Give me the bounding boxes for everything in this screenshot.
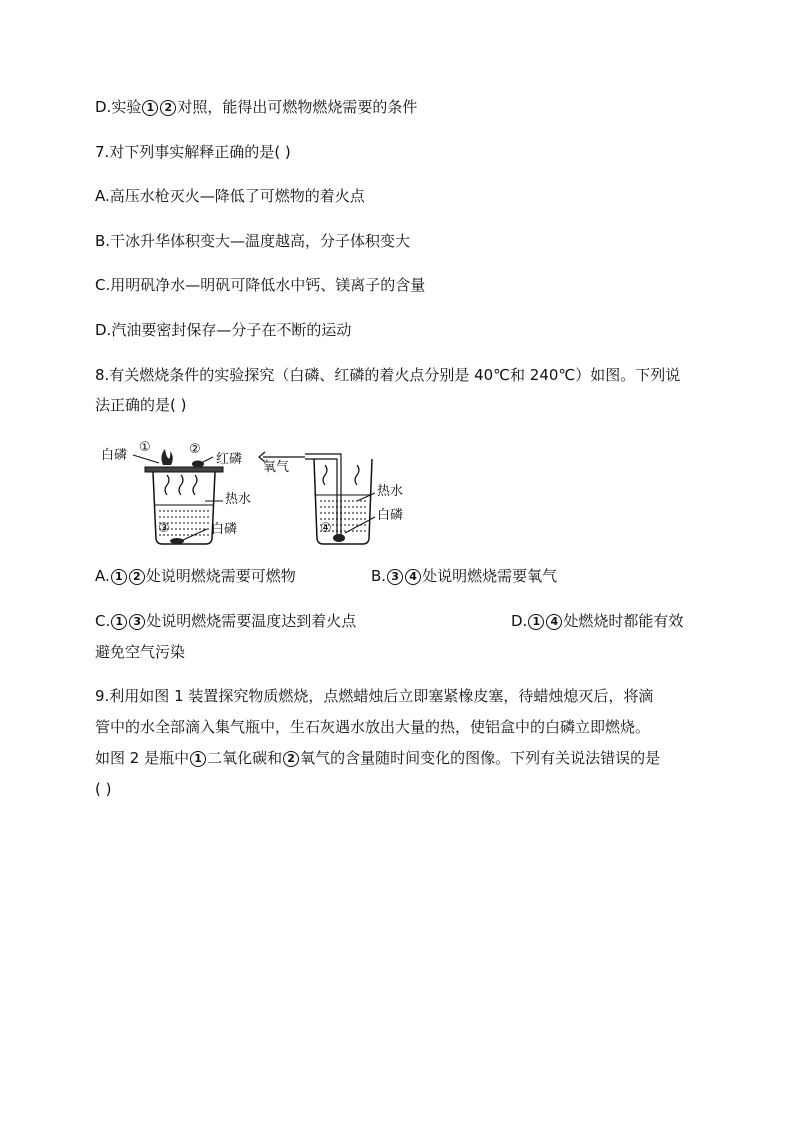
- q8-option-b-text: 处说明燃烧需要氧气: [422, 567, 558, 585]
- label-num4: ④: [320, 521, 332, 536]
- q7-stem: 7.对下列事实解释正确的是( ): [95, 143, 291, 161]
- q6-option-d: [95, 96, 417, 118]
- q8-stem-line1: 8.有关燃烧条件的实验探究（白磷、红磷的着火点分别是 40℃和 240℃）如图。下列说: [95, 366, 681, 384]
- circled-number: 1: [190, 751, 206, 767]
- q8-option-b-prefix: B.: [371, 567, 387, 585]
- q8-option-a: [95, 565, 296, 587]
- circled-number: 4: [405, 569, 421, 585]
- q8-stem-line2: 法正确的是( ): [95, 396, 187, 414]
- circled-number: 2: [129, 569, 145, 585]
- label-oxygen: 氧气: [263, 460, 290, 475]
- steam-icon: [165, 475, 197, 495]
- flame-icon: [161, 449, 172, 465]
- q6-option-d-text: 对照，能得出可燃物燃烧需要的条件: [177, 98, 418, 116]
- label-white-phosphorus-top: 白磷: [101, 448, 128, 463]
- q6-option-d-prefix: D.实验: [95, 98, 142, 116]
- circled-number: 1: [111, 569, 127, 585]
- label-white-phosphorus-bottom: 白磷: [211, 522, 238, 537]
- q8-option-a-prefix: A.: [95, 567, 110, 585]
- q9-line3-mid: 二氧化碳和: [207, 749, 283, 767]
- q8-option-d-text-line1: 处燃烧时都能有效: [563, 612, 684, 630]
- label-hot-water-left: 热水: [225, 492, 252, 507]
- q8-option-c-text: 处说明燃烧需要温度达到着火点: [146, 612, 357, 630]
- circled-number: 2: [283, 751, 299, 767]
- label-red-phosphorus: 红磷: [216, 452, 243, 467]
- q8-option-d-prefix: D.: [511, 612, 528, 630]
- q8-option-b: [371, 565, 557, 587]
- q9-line3-prefix: 如图 2 是瓶中: [95, 749, 190, 767]
- combustion-apparatus-diagram: [95, 437, 425, 552]
- left-beaker-apparatus: [101, 440, 251, 544]
- white-phosphorus-bottom-lump: [170, 538, 184, 544]
- label-num3: ③: [158, 521, 170, 536]
- label-hot-water-right: 热水: [377, 484, 404, 499]
- q7-option-b: B.干冰升华体积变大—温度越高，分子体积变大: [95, 232, 411, 250]
- q7-option-c: C.用明矾净水—明矾可降低水中钙、镁离子的含量: [95, 276, 426, 294]
- red-phosphorus-lump: [192, 461, 204, 468]
- q9-line1: 9.利用如图 1 装置探究物质燃烧，点燃蜡烛后立即塞紧橡皮塞，待蜡烛熄灭后，将滴: [95, 687, 654, 705]
- right-beaker-apparatus: [259, 452, 403, 544]
- q8-option-a-text: 处说明燃烧需要可燃物: [145, 567, 296, 585]
- circled-number: 3: [129, 614, 145, 630]
- q8-option-c-prefix: C.: [95, 612, 111, 630]
- q9-line2: 管中的水全部滴入集气瓶中，生石灰遇水放出大量的热，使铝盒中的白磷立即燃烧。: [95, 718, 651, 736]
- q8-option-d-line2: 避免空气污染: [95, 643, 186, 661]
- q9-line3-suffix: 氧气的含量随时间变化的图像。下列有关说法错误的是: [300, 749, 661, 767]
- label-num1: ①: [139, 440, 151, 455]
- copper-plate: [145, 467, 223, 472]
- circled-number: 1: [111, 614, 127, 630]
- circled-number: 1: [528, 614, 544, 630]
- q8-option-d: [511, 610, 683, 632]
- circled-number: 3: [387, 569, 403, 585]
- q8-option-c: [95, 610, 356, 632]
- label-white-phosphorus-right: 白磷: [377, 508, 404, 523]
- white-phosphorus-right-lump: [333, 534, 345, 542]
- q7-option-a: A.高压水枪灭火—降低了可燃物的着火点: [95, 187, 365, 205]
- circled-number: 2: [160, 100, 176, 116]
- q9-line3: [95, 747, 660, 769]
- q7-option-d: D.汽油要密封保存—分子在不断的运动: [95, 321, 352, 339]
- label-num2: ②: [189, 442, 201, 457]
- circled-number: 4: [546, 614, 562, 630]
- q8-experiment-figure: [95, 437, 425, 552]
- q9-line4: ( ): [95, 780, 112, 798]
- circled-number: 1: [142, 100, 158, 116]
